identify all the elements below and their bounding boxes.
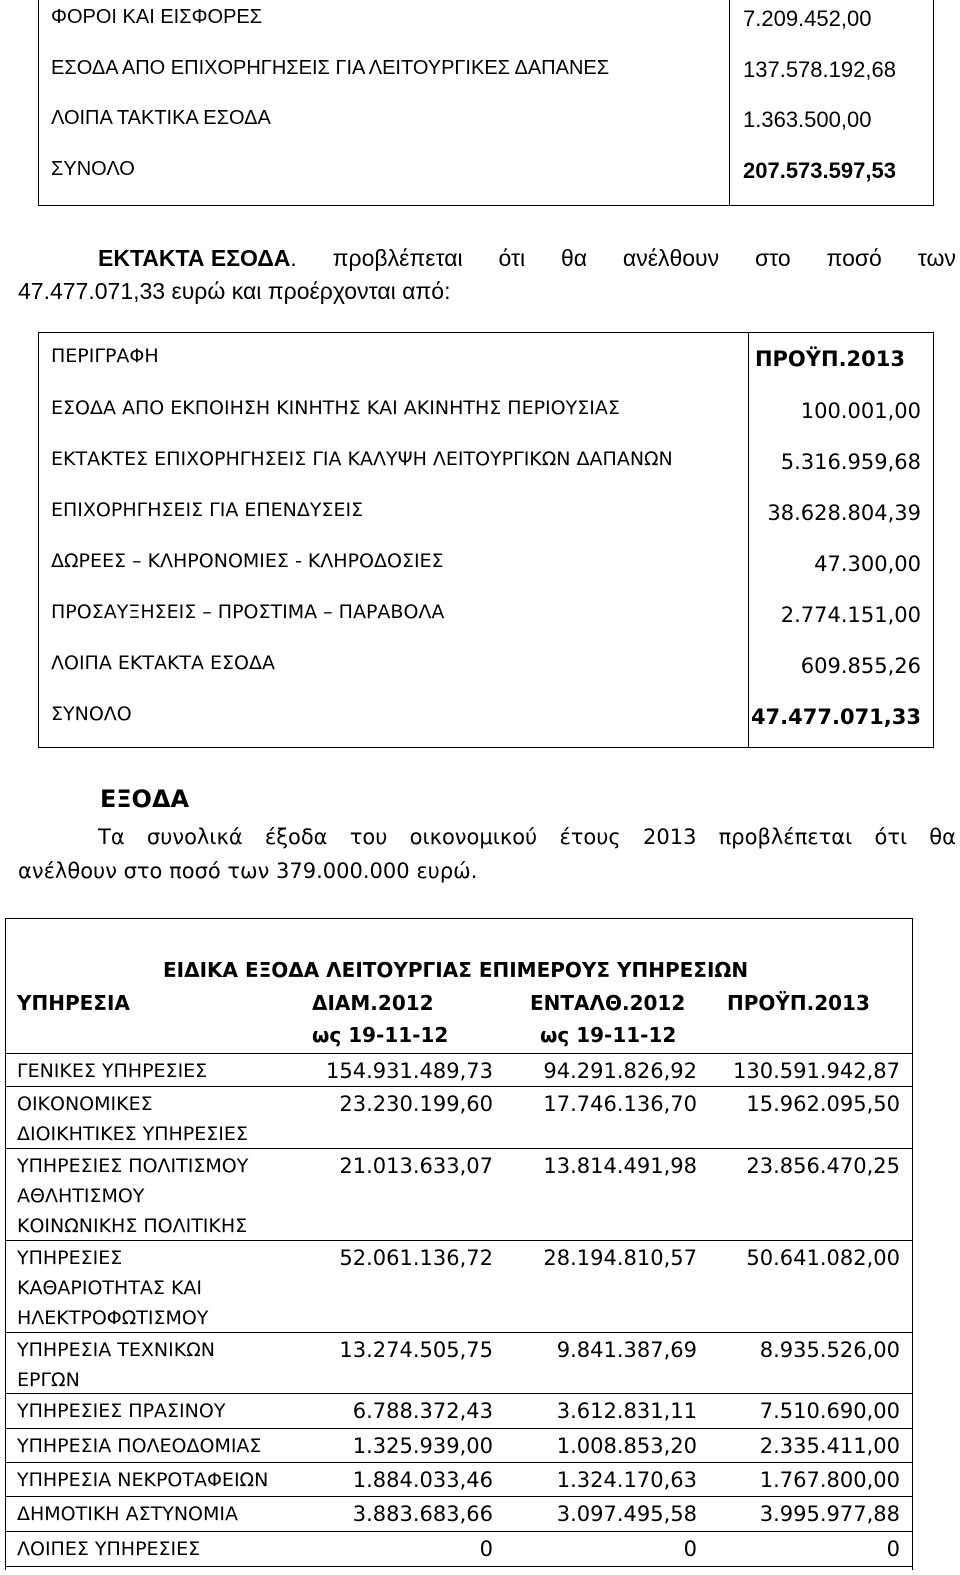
row-value: 2.774.151,00: [780, 603, 921, 627]
diam-value: 13.274.505,75: [339, 1338, 493, 1362]
intro-bold: ΕΚΤΑΚΤΑ ΕΣΟΔΑ.: [98, 245, 297, 271]
header-value: ΠΡΟΫΠ.2013: [754, 347, 905, 371]
expenses-word: προβλέπεται: [718, 825, 853, 849]
row-value: 5.316.959,68: [780, 450, 921, 474]
ental-value: 17.746.136,70: [543, 1092, 697, 1116]
intro-word: ανέλθουν: [622, 245, 720, 271]
service-name: ΔΗΜΟΤΙΚΗ ΑΣΤΥΝΟΜΙΑ: [17, 1503, 239, 1525]
row-label: ΣΥΝΟΛΟ: [51, 158, 135, 180]
diam-value: 1.325.939,00: [352, 1434, 493, 1458]
service-name: ΓΕΝΙΚΕΣ ΥΠΗΡΕΣΙΕΣ: [17, 1060, 208, 1082]
ental-value: 0: [683, 1537, 697, 1561]
intro-word: στο: [754, 245, 791, 271]
diam-value: 23.230.199,60: [339, 1092, 493, 1116]
expenses-word: έξοδα: [264, 825, 328, 849]
intro-word: θα: [560, 245, 588, 271]
table-row: [39, 538, 933, 590]
budget-value: 2.335.411,00: [759, 1434, 900, 1458]
ental-value: 1.008.853,20: [556, 1434, 697, 1458]
extraordinary-intro: [18, 242, 956, 308]
expenses-word: οικονομικού: [409, 825, 538, 849]
table-row: [39, 640, 933, 692]
row-label: ΠΡΟΣΑΥΞΗΣΕΙΣ – ΠΡΟΣΤΙΜΑ – ΠΑΡΑΒΟΛΑ: [51, 601, 445, 623]
col-diam-subheader: ως 19-11-12: [312, 1023, 449, 1047]
extraordinary-table: [38, 332, 934, 748]
table-row: [39, 0, 933, 50]
budget-value: 130.591.942,87: [733, 1059, 900, 1083]
diam-value: 0: [479, 1537, 493, 1561]
header-label: ΠΕΡΙΓΡΑΦΗ: [51, 345, 159, 367]
table-row: [39, 101, 933, 151]
table-row: [39, 436, 933, 488]
expenses-word: θα: [929, 825, 956, 849]
service-name: ΥΠΗΡΕΣΙΕΣ ΚΑΘΑΡΙΟΤΗΤΑΣ ΚΑΙ ΗΛΕΚΤΡΟΦΩΤΙΣΜΟΥ: [17, 1247, 209, 1329]
table-row: [39, 589, 933, 641]
budget-value: 50.641.082,00: [746, 1246, 900, 1270]
service-name: ΥΠΗΡΕΣΙΑ ΠΟΛΕΟΔΟΜΙΑΣ: [17, 1435, 262, 1457]
diam-value: 154.931.489,73: [326, 1059, 493, 1083]
service-name: ΥΠΗΡΕΣΙΕΣ ΠΡΑΣΙΝΟΥ: [17, 1400, 226, 1422]
service-name: ΛΟΙΠΕΣ ΥΠΗΡΕΣΙΕΣ: [17, 1538, 201, 1560]
ental-value: 3.097.495,58: [556, 1502, 697, 1526]
row-divider: [5, 1496, 913, 1497]
row-label: ΕΚΤΑΚΤΕΣ ΕΠΙΧΟΡΗΓΗΣΕΙΣ ΓΙΑ ΚΑΛΥΨΗ ΛΕΙΤΟΥΡΓΙΚΩΝ ΔΑΠΑΝΩΝ: [51, 448, 673, 470]
diam-value: 6.788.372,43: [352, 1399, 493, 1423]
row-value: 7.209.452,00: [743, 6, 872, 31]
service-name: ΥΠΗΡΕΣΙΑ ΤΕΧΝΙΚΩΝ ΕΡΓΩΝ: [17, 1339, 215, 1391]
diam-value: 21.013.633,07: [339, 1154, 493, 1178]
expenses-line-2: ανέλθουν στο ποσό των 379.000.000 ευρώ.: [18, 859, 478, 883]
row-value: 1.363.500,00: [743, 107, 872, 132]
service-name: ΟΙΚΟΝΟΜΙΚΕΣ ΔΙΟΙΚΗΤΙΚΕΣ ΥΠΗΡΕΣΙΕΣ: [17, 1093, 248, 1145]
budget-value: 15.962.095,50: [746, 1092, 900, 1116]
intro-line-1: [18, 242, 956, 275]
row-value: 137.578.192,68: [743, 57, 896, 82]
expenses-title: ΕΞΟΔΑ: [100, 785, 190, 813]
intro-line-2: 47.477.071,33 ευρώ και προέρχονται από:: [18, 278, 451, 304]
col-budget-header: ΠΡΟΫΠ.2013: [727, 991, 870, 1015]
budget-value: 3.995.977,88: [759, 1502, 900, 1526]
ental-value: 94.291.826,92: [543, 1059, 697, 1083]
expenses-word: του: [349, 825, 388, 849]
row-value: 47.477.071,33: [750, 705, 921, 729]
row-divider: [5, 1428, 913, 1429]
intro-word: ποσό: [826, 245, 882, 271]
row-value: 207.573.597,53: [743, 158, 896, 183]
table-row: [39, 487, 933, 539]
expenses-word: Τα: [98, 825, 125, 849]
expenses-word: ότι: [874, 825, 908, 849]
ental-value: 28.194.810,57: [543, 1246, 697, 1270]
row-label: ΔΩΡΕΕΣ – ΚΛΗΡΟΝΟΜΙΕΣ - ΚΛΗΡΟΔΟΣΙΕΣ: [51, 550, 444, 572]
expenses-word: έτους: [559, 825, 621, 849]
expenses-word: συνολικά: [146, 825, 243, 849]
ental-value: 9.841.387,69: [556, 1338, 697, 1362]
diam-value: 3.883.683,66: [352, 1502, 493, 1526]
col-ental-header: ΕΝΤΑΛΘ.2012: [530, 991, 686, 1015]
expenses-paragraph: [18, 820, 956, 888]
ental-value: 1.324.170,63: [556, 1468, 697, 1492]
row-value: 100.001,00: [800, 399, 921, 423]
services-table: [5, 918, 913, 1570]
ental-value: 13.814.491,98: [543, 1154, 697, 1178]
services-caption: ΕΙΔΙΚΑ ΕΞΟΔΑ ΛΕΙΤΟΥΡΓΙΑΣ ΕΠΙΜΕΡΟΥΣ ΥΠΗΡΕΣΙΩΝ: [163, 958, 749, 982]
ental-value: 3.612.831,11: [556, 1399, 697, 1423]
budget-value: 7.510.690,00: [759, 1399, 900, 1423]
service-name: ΥΠΗΡΕΣΙΑ ΝΕΚΡΟΤΑΦΕΙΩΝ: [17, 1469, 269, 1491]
budget-value: 8.935.526,00: [759, 1338, 900, 1362]
row-label: ΣΥΝΟΛΟ: [51, 703, 132, 725]
intro-word: των: [917, 245, 956, 271]
row-value: 47.300,00: [814, 552, 921, 576]
budget-value: 0: [886, 1537, 900, 1561]
row-divider: [5, 1566, 913, 1567]
row-label: ΕΣΟΔΑ ΑΠΟ ΕΠΙΧΟΡΗΓΗΣΕΙΣ ΓΙΑ ΛΕΙΤΟΥΡΓΙΚΕΣ ΔΑΠΑΝΕΣ: [51, 57, 610, 79]
row-divider: [5, 1531, 913, 1532]
intro-word: προβλέπεται: [332, 245, 463, 271]
expenses-word: 2013: [642, 825, 697, 849]
row-label: ΕΣΟΔΑ ΑΠΟ ΕΚΠΟΙΗΣΗ ΚΙΝΗΤΗΣ ΚΑΙ ΑΚΙΝΗΤΗΣ ΠΕΡΙΟΥΣΙΑΣ: [51, 397, 620, 419]
row-label: ΛΟΙΠΑ ΤΑΚΤΙΚΑ ΕΣΟΔΑ: [51, 107, 271, 129]
row-divider: [5, 1053, 913, 1054]
intro-word: ότι: [498, 245, 526, 271]
expenses-line-1: [18, 820, 956, 854]
budget-value: 23.856.470,25: [746, 1154, 900, 1178]
row-label: ΛΟΙΠΑ ΕΚΤΑΚΤΑ ΕΣΟΔΑ: [51, 652, 276, 674]
table-row: [39, 385, 933, 437]
table-header-row: [39, 333, 933, 385]
row-label: ΕΠΙΧΟΡΗΓΗΣΕΙΣ ΓΙΑ ΕΠΕΝΔΥΣΕΙΣ: [51, 499, 364, 521]
col-diam-header: ΔΙΑΜ.2012: [312, 991, 434, 1015]
row-label: ΦΟΡΟΙ ΚΑΙ ΕΙΣΦΟΡΕΣ: [51, 6, 263, 28]
col-ental-subheader: ως 19-11-12: [540, 1023, 677, 1047]
table-row: [39, 152, 933, 202]
row-value: 609.855,26: [800, 654, 921, 678]
row-divider: [5, 1462, 913, 1463]
diam-value: 52.061.136,72: [339, 1246, 493, 1270]
row-value: 38.628.804,39: [767, 501, 921, 525]
revenue-table: [38, 0, 934, 206]
row-divider: [5, 1086, 913, 1087]
table-row: [39, 51, 933, 101]
col-service-header: ΥΠΗΡΕΣΙΑ: [17, 991, 130, 1015]
table-row: [39, 691, 933, 743]
diam-value: 1.884.033,46: [352, 1468, 493, 1492]
budget-value: 1.767.800,00: [759, 1468, 900, 1492]
service-name: ΥΠΗΡΕΣΙΕΣ ΠΟΛΙΤΙΣΜΟΥ ΑΘΛΗΤΙΣΜΟΥ ΚΟΙΝΩΝΙΚΗΣ ΠΟΛΙΤΙΚΗΣ: [17, 1155, 249, 1237]
